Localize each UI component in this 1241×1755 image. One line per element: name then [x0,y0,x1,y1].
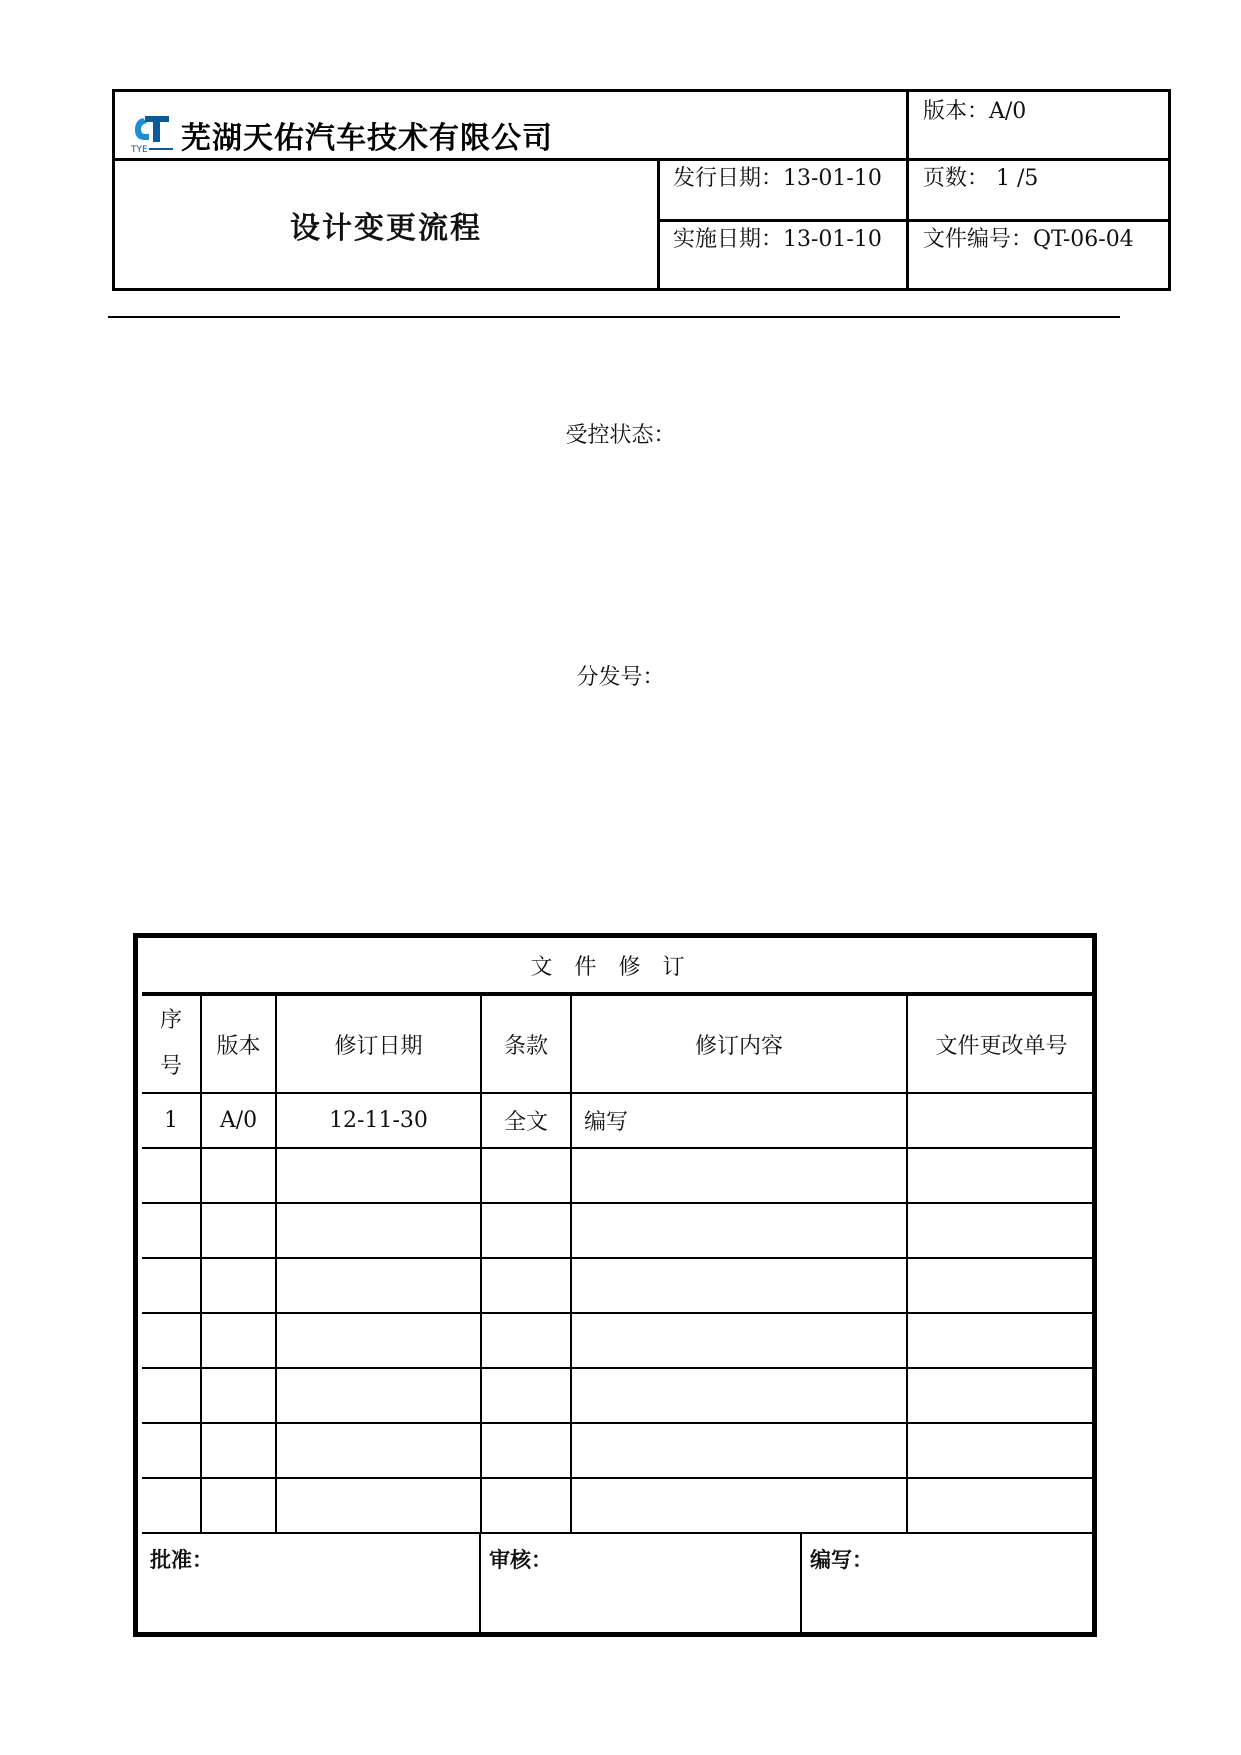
cell-seq [142,1423,201,1478]
issue-date-field: 发行日期：13-01-10 [673,166,882,191]
cell-clause [481,1258,571,1313]
cell-change-no [907,1368,1095,1423]
cell-seq [142,1203,201,1258]
distribution-number-label: 分发号： [576,665,665,690]
author-cell [802,1534,1095,1633]
cell-clause [481,1203,571,1258]
cell-version: A/0 [201,1093,276,1148]
header-divider [657,158,660,288]
cell-version [201,1368,276,1423]
table-row [142,1203,1095,1258]
cell-date [276,1203,481,1258]
review-label: 审核： [489,1548,552,1572]
cell-seq [142,1478,201,1533]
col-header-change-no: 文件更改单号 [907,994,1095,1093]
table-row [142,1148,1095,1203]
company-name: 芜湖天佑汽车技术有限公司 [181,121,553,156]
table-row [142,1423,1095,1478]
header-divider [660,219,1168,222]
header-divider [906,92,909,288]
revision-grid [142,938,1095,1534]
cell-seq [142,1258,201,1313]
signature-row [142,1534,1095,1633]
cell-version [201,1258,276,1313]
control-status-label: 受控状态： [565,423,676,448]
cell-content [571,1313,907,1368]
revision-table [133,933,1097,1637]
col-header-seq: 序号 [142,994,201,1093]
cell-content [571,1203,907,1258]
cell-seq [142,1313,201,1368]
cell-content [571,1423,907,1478]
cell-date [276,1258,481,1313]
cell-content [571,1258,907,1313]
cell-seq [142,1148,201,1203]
header-divider [115,158,1168,161]
header-rule [108,316,1120,318]
author-label: 编写： [810,1548,873,1572]
cell-clause [481,1148,571,1203]
approve-cell [142,1534,481,1633]
cell-clause [481,1313,571,1368]
review-cell [481,1534,802,1633]
cell-date [276,1478,481,1533]
cell-date [276,1148,481,1203]
cell-change-no [907,1313,1095,1368]
cell-clause [481,1368,571,1423]
company-logo [129,110,175,156]
cell-date [276,1313,481,1368]
cell-seq [142,1368,201,1423]
cell-version [201,1478,276,1533]
table-row [142,1258,1095,1313]
col-header-version: 版本 [201,994,276,1093]
cell-change-no [907,1093,1095,1148]
cell-version [201,1313,276,1368]
approve-label: 批准： [150,1548,213,1572]
page-count-field: 页数： 1 /5 [923,166,1039,191]
cell-content [571,1478,907,1533]
cell-change-no [907,1203,1095,1258]
revision-header-row [142,994,1095,1093]
document-number-field: 文件编号：QT-06-04 [923,227,1134,252]
table-row [142,1368,1095,1423]
table-row [142,1093,1095,1148]
document-title: 设计变更流程 [290,211,482,246]
cell-content: 编写 [571,1093,907,1148]
table-row [142,1478,1095,1533]
cell-version [201,1148,276,1203]
document-header [112,89,1171,291]
revision-title: 文件修订 [142,938,1095,994]
cell-change-no [907,1478,1095,1533]
revision-rows [142,1093,1095,1533]
cell-clause [481,1423,571,1478]
col-header-content: 修订内容 [571,994,907,1093]
revision-title-row [142,938,1095,994]
cell-seq: 1 [142,1093,201,1148]
cell-content [571,1148,907,1203]
cell-version [201,1423,276,1478]
cell-date [276,1368,481,1423]
version-field: 版本：A/0 [923,99,1027,124]
cell-clause [481,1478,571,1533]
cell-date: 12-11-30 [276,1093,481,1148]
cell-clause: 全文 [481,1093,571,1148]
col-header-clause: 条款 [481,994,571,1093]
cell-content [571,1368,907,1423]
cell-version [201,1203,276,1258]
logo-wordmark: TYE [131,145,148,155]
cell-date [276,1423,481,1478]
table-row [142,1313,1095,1368]
cell-change-no [907,1148,1095,1203]
company-block [129,102,553,156]
cell-change-no [907,1423,1095,1478]
effective-date-field: 实施日期：13-01-10 [673,227,882,252]
cell-change-no [907,1258,1095,1313]
col-header-date: 修订日期 [276,994,481,1093]
